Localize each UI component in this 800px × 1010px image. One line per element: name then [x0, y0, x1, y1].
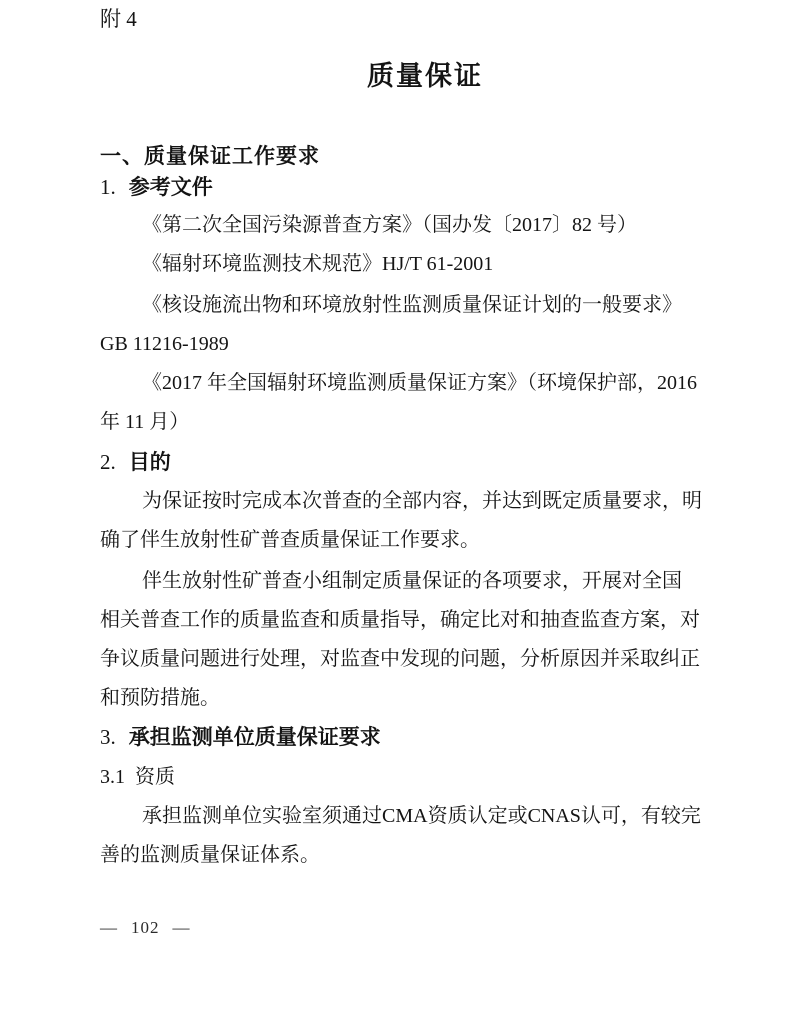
reference-item: 《核设施流出物和环境放射性监测质量保证计划的一般要求》: [142, 294, 682, 316]
paragraph-line: 确了伴生放射性矿普查质量保证工作要求。: [100, 529, 480, 551]
attachment-label: 附 4: [100, 7, 137, 31]
heading-3-monitoring-unit-requirements: [100, 724, 381, 750]
footer-left-dash: —: [100, 918, 118, 937]
reference-item: 《2017 年全国辐射环境监测质量保证方案》（环境保护部，2016: [142, 372, 697, 394]
page-number: 102: [131, 918, 160, 937]
reference-item-continuation: GB 11216-1989: [100, 333, 229, 355]
paragraph-line: 和预防措施。: [100, 687, 220, 709]
page-footer: [100, 918, 191, 938]
paragraph-line: 争议质量问题进行处理，对监查中发现的问题，分析原因并采取纠正: [100, 648, 700, 670]
heading-label: 承担监测单位质量保证要求: [128, 725, 381, 749]
paragraph-line: 为保证按时完成本次普查的全部内容，并达到既定质量要求，明: [142, 490, 702, 512]
heading-number: 2.: [100, 450, 116, 474]
paragraph-line: 相关普查工作的质量监查和质量指导，确定比对和抽查监查方案，对: [100, 609, 700, 631]
heading-number: 3.: [100, 725, 116, 749]
subheading-number: 3.1: [100, 766, 125, 788]
paragraph-line: 善的监测质量保证体系。: [100, 844, 320, 866]
subheading-3-1-qualification: [100, 764, 175, 790]
reference-item: 《辐射环境监测技术规范》HJ/T 61-2001: [142, 253, 494, 275]
reference-item: 《第二次全国污染源普查方案》（国办发〔2017〕82 号）: [142, 214, 637, 236]
subheading-label: 资质: [135, 766, 175, 788]
heading-2-purpose: [100, 449, 171, 475]
paragraph-line: 伴生放射性矿普查小组制定质量保证的各项要求，开展对全国: [142, 570, 682, 592]
heading-section-yi: 一、质量保证工作要求: [100, 145, 320, 168]
paragraph-line: 承担监测单位实验室须通过CMA资质认定或CNAS认可，有较完: [142, 805, 701, 827]
reference-item-continuation: 年 11 月）: [100, 411, 190, 433]
document-title: 质量保证: [367, 61, 483, 91]
heading-label: 目的: [128, 450, 171, 474]
heading-number: 1.: [100, 175, 116, 199]
heading-1-reference-documents: [100, 174, 213, 200]
heading-label: 参考文件: [128, 175, 213, 199]
footer-right-dash: —: [172, 918, 191, 937]
